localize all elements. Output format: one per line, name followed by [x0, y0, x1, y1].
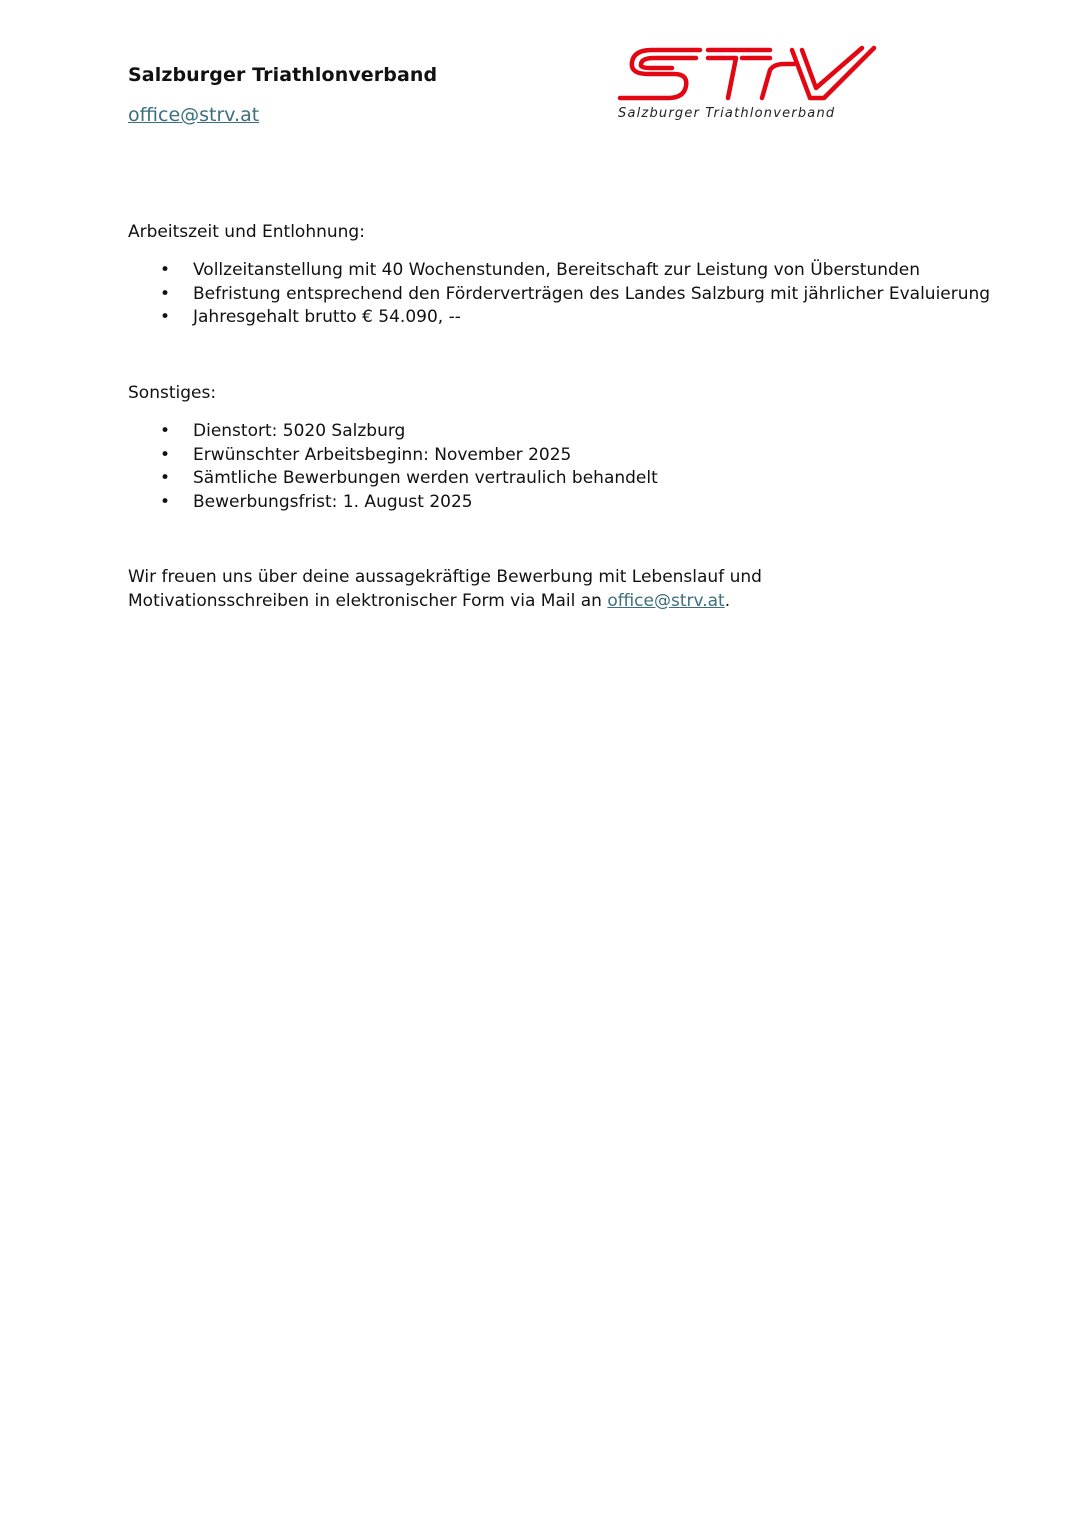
org-name: Salzburger Triathlonverband: [128, 64, 438, 86]
list-item: • Sämtliche Bewerbungen werden vertraulich behandelt: [160, 467, 658, 491]
list-item: • Erwünschter Arbeitsbeginn: November 2025: [160, 444, 658, 468]
closing-email-link[interactable]: office@strv.at: [607, 590, 725, 611]
bullet-icon: •: [160, 260, 171, 280]
bullet-icon: •: [160, 421, 171, 441]
bullet-icon: •: [160, 444, 171, 465]
list-item: • Vollzeitanstellung mit 40 Wochenstunden, Bereitschaft zur Leistung von Überstunden: [160, 259, 990, 283]
bullet-list-other: [160, 420, 658, 514]
list-item: • Dienstort: 5020 Salzburg: [160, 420, 658, 444]
section-title-working-time: Arbeitszeit und Entlohnung:: [128, 222, 365, 242]
bullet-icon: •: [160, 468, 171, 488]
list-item: • Jahresgehalt brutto € 54.090, --: [160, 306, 990, 330]
header-email-link[interactable]: office@strv.at: [128, 104, 260, 126]
bullet-list-working-time: [160, 259, 990, 330]
list-item: • Bewerbungsfrist: 1. August 2025: [160, 491, 658, 515]
bullet-icon: •: [160, 491, 171, 512]
closing-paragraph: Wir freuen uns über deine aussagekräftige Bewerbung mit Lebenslauf und Motivationsschreiben in elektronischer Form via Mail an office@strv.at.: [128, 567, 762, 611]
list-item: • Befristung entsprechend den Förderverträgen des Landes Salzburg mit jährlicher Evaluierung: [160, 283, 990, 307]
logo-subtitle: Salzburger Triathlonverband: [618, 106, 836, 121]
bullet-icon: •: [160, 283, 171, 304]
bullet-icon: •: [160, 307, 171, 327]
section-title-other: Sonstiges:: [128, 383, 217, 403]
